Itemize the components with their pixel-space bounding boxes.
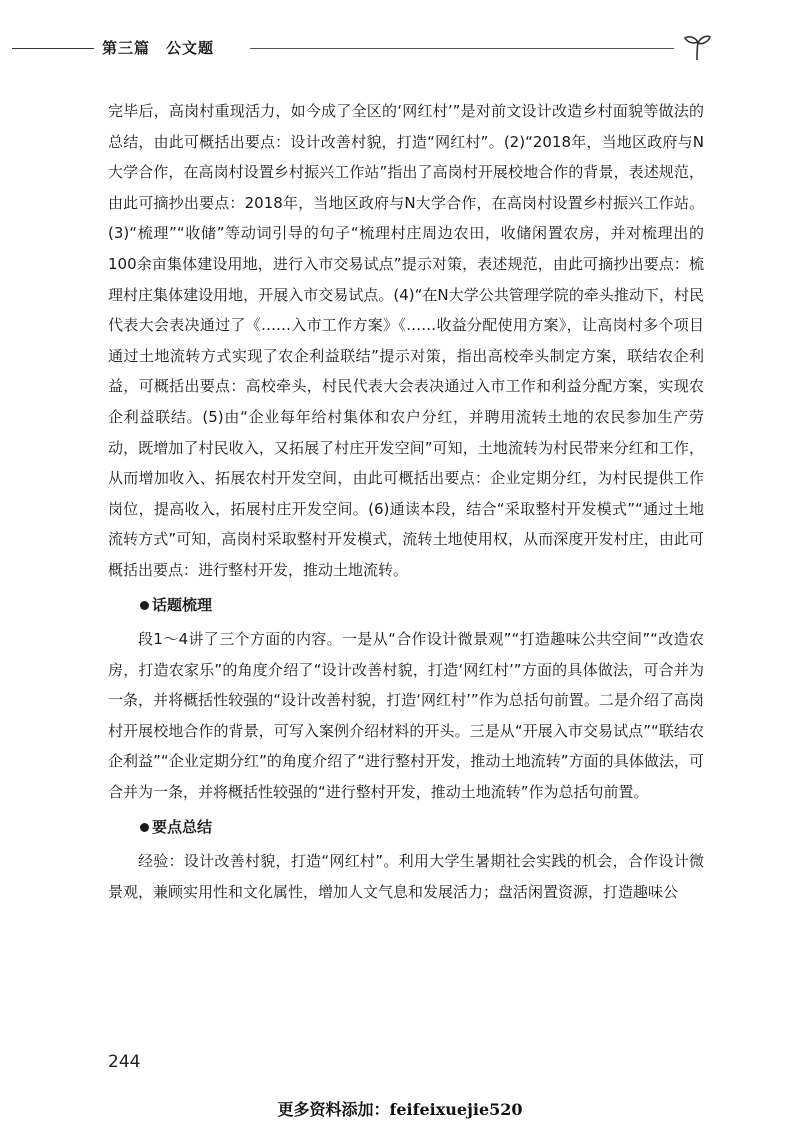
footer-watermark-text: 更多资料添加：feifeixuejie520 <box>277 1100 523 1119</box>
bullet-icon <box>140 823 149 832</box>
paragraph-key-points: 经验：设计改善村貌，打造“网红村”。利用大学生暑期社会实践的机会，合作设计微景观，兼顾实用性和文化属性，增加人文气息和发展活力；盘活闲置资源，打造趣味公 <box>108 852 704 901</box>
heading-key-points: 要点总结 <box>108 812 704 843</box>
paragraph-analysis-continued: 完毕后，高岗村重现活力，如今成了全区的‘网红村’”是对前文设计改造乡村面貌等做法的总结，由此可概括出要点：设计改善村貌，打造“网红村”。(2)“2018年，当地区政府与N大学合作，在高岗村设置乡村振兴工作站”指出了高岗村开展校地合作的背景，表述规范，由此可摘抄出要点：2018年，当地区政府与N大学合作，在高岗村设置乡村振兴工作站。(3)“梳理”“收储”等动词引导的句子“梳理村庄周边农田，收储闲置农房，并对梳理出的100余亩集体建设用地，进行入市交易试点”提示对策，表述规范，由此可摘抄出要点：梳理村庄集体建设用地，开展入市交易试点。(4)“在N大学公共管理学院的牵头推动下，村民代表大会表决通过了《……入市工作方案》《……收益分配使用方案》，让高岗村多个项目通过土地流转方式实现了农企利益联结”提示对策，指出高校牵头制定方案，联结农企利益，可概括出要点：高校牵头，村民代表大会表决通过入市工作和利益分配方案，实现农企利益联结。(5)由“企业每年给村集体和农户分红，并聘用流转土地的农民参加生产劳动，既增加了村民收入，又拓展了村庄开发空间”可知，土地流转为村民带来分红和工作，从而增加收入、拓展农村开发空间，由此可概括出要点：企业定期分红，为村民提供工作岗位，提高收入，拓展村庄开发空间。(6)通读本段，结合“采取整村开发模式”“通过土地流转方式”可知，高岗村采取整村开发模式，流转土地使用权，从而深度开发村庄，由此可概括出要点：进行整村开发，推动土地流转。 <box>108 102 704 579</box>
section-title: 第三篇 公文题 <box>102 39 215 57</box>
page-header <box>0 36 800 60</box>
header-rule-left <box>12 48 94 49</box>
bullet-icon <box>140 601 149 610</box>
paragraph-topic-sorting: 段1～4讲了三个方面的内容。一是从“合作设计微景观”“打造趣味公共空间”“改造农房，打造农家乐”的角度介绍了“设计改善村貌，打造‘网红村’”方面的具体做法，可合并为一条，并将概括性较强的“设计改善村貌，打造‘网红村’”作为总括句前置。二是介绍了高岗村开展校地合作的背景，可写入案例介绍材料的开头。三是从“开展入市交易试点”“联结农企利益”“企业定期分红”的角度介绍了“进行整村开发，推动土地流转”方面的具体做法，可合并为一条，并将概括性较强的“进行整村开发，推动土地流转”作为总括句前置。 <box>108 630 704 802</box>
heading-topic-sorting: 话题梳理 <box>108 590 704 621</box>
header-rule-right <box>250 48 674 49</box>
page-number: 244 <box>108 1052 141 1072</box>
sprout-icon <box>680 30 714 64</box>
page-body <box>108 96 704 907</box>
